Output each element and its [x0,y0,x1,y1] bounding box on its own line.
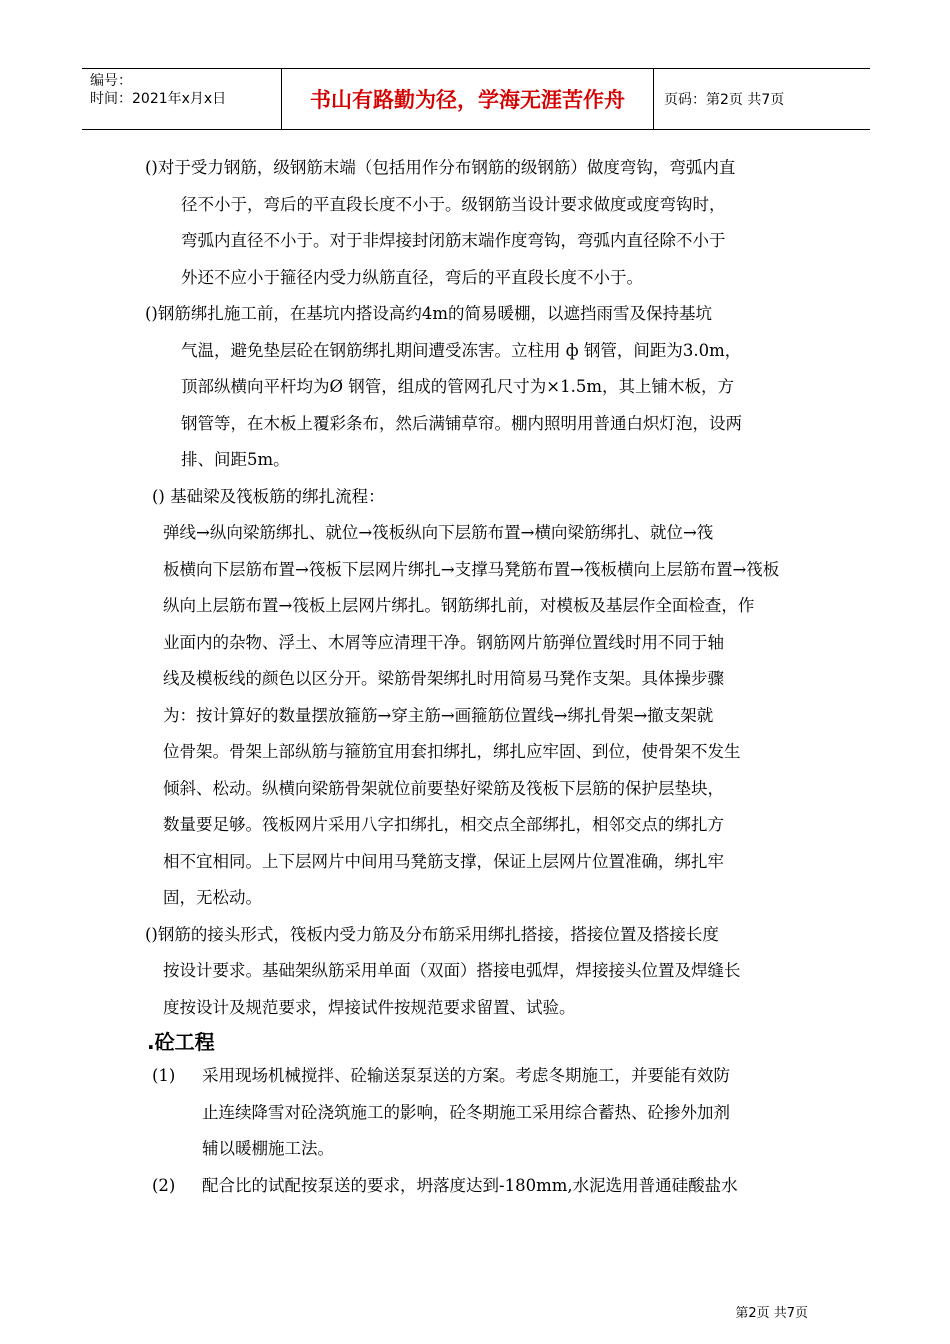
numbered-item-line [152,1168,950,1205]
item-number: (2) [152,1175,176,1195]
motto-text: 书山有路勤为径，学海无涯苦作舟 [310,88,625,112]
paragraph-line: 钢管等，在木板上覆彩条布，然后满铺草帘。棚内照明用普通白炽灯泡，设两 [181,413,742,433]
paragraph-line: 业面内的杂物、浮土、木屑等应清理干净。钢筋网片筋弹位置线时用不同于轴 [163,632,724,652]
paragraph-line: 度按设计及规范要求，焊接试件按规范要求留置、试验。 [163,997,576,1017]
document-body [0,150,950,1204]
numbered-item-line: 止连续降雪对砼浇筑施工的影响，砼冬期施工采用综合蓄热、砼掺外加剂 [202,1102,730,1122]
numbered-item-line [152,1058,950,1095]
paragraph-line: () 基础梁及筏板筋的绑扎流程： [152,486,385,506]
numbered-item-2 [0,1168,950,1205]
paragraph-line: 相不宜相同。上下层网片中间用马凳筋支撑，保证上层网片位置准确，绑扎牢 [163,851,724,871]
paragraph-line: 倾斜、松动。纵横向梁筋骨架就位前要垫好梁筋及筏板下层筋的保护层垫块， [163,778,724,798]
paragraph-line: 纵向上层筋布置→筏板上层网片绑扎。钢筋绑扎前，对模板及基层作全面检查，作 [163,596,755,615]
paragraph-binding-process [0,479,950,917]
paragraph-line: 按设计要求。基础架纵筋采用单面（双面）搭接电弧焊，焊接接头位置及焊缝长 [163,961,741,980]
item-number: (1) [152,1066,176,1085]
paragraph-line: ()对于受力钢筋，级钢筋末端（包括用作分布钢筋的级钢筋）做度弯钩，弯弧内直 [145,158,736,177]
paragraph-line: 数量要足够。筏板网片采用八字扣绑扎，相交点全部绑扎，相邻交点的绑扎方 [163,815,724,834]
document-number-label: 编号： [90,73,132,89]
header-motto [282,69,654,129]
paragraph-line: 气温，避免垫层砼在钢筋绑扎期间遭受冻害。立柱用 ф 钢管，间距为3.0m， [181,340,742,360]
paragraph-line: 位骨架。骨架上部纵筋与箍筋宜用套扣绑扎，绑扎应牢固、到位，使骨架不发生 [163,742,741,761]
item-text: 采用现场机械搅拌、砼输送泵泵送的方案。考虑冬期施工，并要能有效防 [202,1066,730,1085]
footer-page-info: 第2页 共7页 [735,1306,808,1321]
paragraph-joint-form [0,917,950,1027]
header-meta-cell [82,69,282,129]
header-page-info-cell [654,69,870,129]
section-title: .砼工程 [147,1030,215,1054]
paragraph-line: 固，无松动。 [163,888,262,907]
numbered-item-line: 辅以暖棚施工法。 [202,1139,334,1158]
paragraph-line: 顶部纵横向平杆均为Ø 钢管，组成的管网孔尺寸为×1.5m，其上铺木板，方 [181,377,734,396]
paragraph-line: ()钢筋绑扎施工前，在基坑内搭设高约4m的简易暖棚，以遮挡雨雪及保持基坑 [145,304,713,323]
numbered-item-1 [0,1058,950,1168]
paragraph-line: 板横向下层筋布置→筏板下层网片绑扎→支撑马凳筋布置→筏板横向上层筋布置→筏板 [163,559,780,579]
item-text: 配合比的试配按泵送的要求，坍落度达到-180mm,水泥选用普通硅酸盐水 [202,1175,738,1195]
paragraph-line: ()钢筋的接头形式，筏板内受力筋及分布筋采用绑扎搭接，搭接位置及搭接长度 [145,924,719,944]
paragraph-line: 外还不应小于箍径内受力纵筋直径，弯后的平直段长度不小于。 [181,267,643,287]
page-footer [735,1302,808,1321]
paragraph-line: 线及模板线的颜色以区分开。梁筋骨架绑扎时用简易马凳作支架。具体操步骤 [163,669,724,688]
page-header [82,68,870,130]
paragraph-line: 排、间距5m。 [181,450,290,469]
document-time-label: 时间：2021年x月x日 [90,91,227,107]
paragraph-line: 为：按计算好的数量摆放箍筋→穿主筋→画箍筋位置线→绑扎骨架→撤支架就 [163,705,714,725]
paragraph-line: 弯弧内直径不小于。对于非焊接封闭筋末端作度弯钩，弯弧内直径除不小于 [181,231,726,250]
paragraph-hook-bending [145,150,810,296]
paragraph-line: 弹线→纵向梁筋绑扎、就位→筏板纵向下层筋布置→横向梁筋绑扎、就位→筏 [163,523,714,542]
paragraph-line: 径不小于，弯后的平直段长度不小于。级钢筋当设计要求做度或度弯钩时， [181,194,726,214]
paragraph-warm-shed [145,296,810,479]
header-page-info: 页码：第2页 共7页 [664,92,785,108]
